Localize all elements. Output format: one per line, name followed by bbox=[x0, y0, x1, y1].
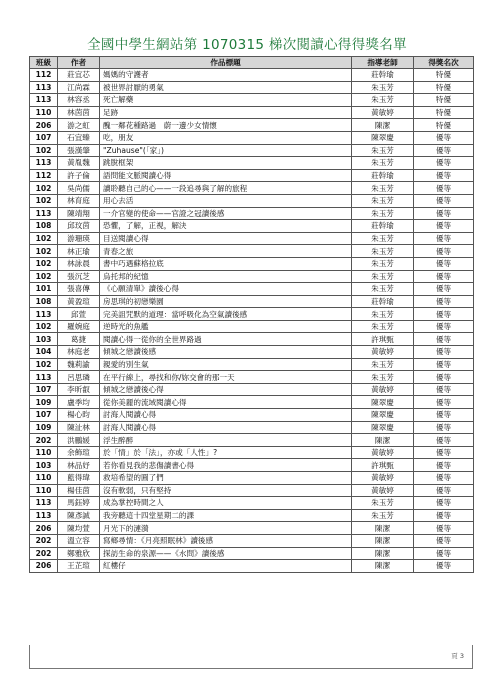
table-row bbox=[30, 509, 474, 522]
table-body bbox=[30, 69, 474, 573]
row-work-title: 從你美麗的流域閱讀心得 bbox=[100, 396, 352, 409]
row-work-title: 跳脫框架 bbox=[100, 157, 352, 170]
row-award: 優等 bbox=[414, 346, 474, 359]
row-award: 優等 bbox=[414, 245, 474, 258]
row-award: 優等 bbox=[414, 560, 474, 573]
header-teacher: 指導老師 bbox=[352, 57, 414, 69]
row-class: 102 bbox=[30, 257, 58, 270]
row-award: 優等 bbox=[414, 220, 474, 233]
row-class: 102 bbox=[30, 320, 58, 333]
row-teacher: 朱玉芳 bbox=[352, 207, 414, 220]
row-teacher: 朱玉芳 bbox=[352, 245, 414, 258]
row-award: 特優 bbox=[414, 119, 474, 132]
row-class: 103 bbox=[30, 333, 58, 346]
table-row bbox=[30, 333, 474, 346]
row-class: 102 bbox=[30, 194, 58, 207]
row-author: 吳尚儒 bbox=[58, 182, 100, 195]
table-row bbox=[30, 421, 474, 434]
row-award: 優等 bbox=[414, 333, 474, 346]
row-award: 特優 bbox=[414, 94, 474, 107]
row-teacher: 朱玉芳 bbox=[352, 232, 414, 245]
row-teacher: 陳潔 bbox=[352, 534, 414, 547]
table-row bbox=[30, 320, 474, 333]
row-award: 優等 bbox=[414, 409, 474, 422]
row-award: 優等 bbox=[414, 295, 474, 308]
row-work-title: 足跡 bbox=[100, 106, 352, 119]
row-author: 張漢肇 bbox=[58, 144, 100, 157]
footer-border-right bbox=[472, 645, 473, 668]
table-row bbox=[30, 144, 474, 157]
row-author: 江尚霖 bbox=[58, 81, 100, 94]
row-teacher: 陳潔 bbox=[352, 434, 414, 447]
row-award: 優等 bbox=[414, 131, 474, 144]
row-work-title: 青春之旅 bbox=[100, 245, 352, 258]
row-author: 溫立容 bbox=[58, 534, 100, 547]
row-work-title: 親愛的別生氣 bbox=[100, 358, 352, 371]
row-author: 林品妤 bbox=[58, 459, 100, 472]
table-row bbox=[30, 396, 474, 409]
row-author: 馬鈺婷 bbox=[58, 497, 100, 510]
row-class: 107 bbox=[30, 383, 58, 396]
table-row bbox=[30, 182, 474, 195]
row-class: 108 bbox=[30, 220, 58, 233]
table-row bbox=[30, 245, 474, 258]
row-author: 石宜臻 bbox=[58, 131, 100, 144]
table-row bbox=[30, 459, 474, 472]
row-author: 陳均萱 bbox=[58, 522, 100, 535]
table-row bbox=[30, 308, 474, 321]
row-award: 優等 bbox=[414, 484, 474, 497]
header-class: 班級 bbox=[30, 57, 58, 69]
row-award: 優等 bbox=[414, 421, 474, 434]
row-class: 102 bbox=[30, 182, 58, 195]
row-teacher: 黃敏婷 bbox=[352, 446, 414, 459]
table-row bbox=[30, 497, 474, 510]
table-row bbox=[30, 232, 474, 245]
row-author: 張沉芝 bbox=[58, 270, 100, 283]
row-author: 陳靖翔 bbox=[58, 207, 100, 220]
row-teacher: 陳潔 bbox=[352, 560, 414, 573]
row-class: 107 bbox=[30, 409, 58, 422]
row-work-title: 死亡解藥 bbox=[100, 94, 352, 107]
row-class: 113 bbox=[30, 497, 58, 510]
row-award: 優等 bbox=[414, 257, 474, 270]
row-teacher: 黃敏婷 bbox=[352, 383, 414, 396]
row-author: 張喜傳 bbox=[58, 283, 100, 296]
row-work-title: 紅樓仔 bbox=[100, 560, 352, 573]
row-class: 102 bbox=[30, 358, 58, 371]
row-work-title: 探訪生命的泉源——《水問》讀後感 bbox=[100, 547, 352, 560]
footer-border-bottom bbox=[29, 668, 473, 669]
row-class: 108 bbox=[30, 295, 58, 308]
table-row bbox=[30, 157, 474, 170]
row-award: 優等 bbox=[414, 270, 474, 283]
row-teacher: 莊幹瑜 bbox=[352, 220, 414, 233]
table-row bbox=[30, 560, 474, 573]
row-author: 呂思璘 bbox=[58, 371, 100, 384]
table-row bbox=[30, 131, 474, 144]
row-class: 104 bbox=[30, 346, 58, 359]
row-class: 206 bbox=[30, 119, 58, 132]
row-award: 優等 bbox=[414, 157, 474, 170]
row-author: 邱萱 bbox=[58, 308, 100, 321]
row-award: 特優 bbox=[414, 81, 474, 94]
row-class: 102 bbox=[30, 245, 58, 258]
row-award: 優等 bbox=[414, 547, 474, 560]
row-author: 莊宜芯 bbox=[58, 69, 100, 82]
row-work-title: 目送閱讀心得 bbox=[100, 232, 352, 245]
row-class: 110 bbox=[30, 106, 58, 119]
row-work-title: 沒有軟弱，只有堅持 bbox=[100, 484, 352, 497]
table-row bbox=[30, 383, 474, 396]
row-author: 陳沚林 bbox=[58, 421, 100, 434]
row-class: 102 bbox=[30, 232, 58, 245]
row-award: 優等 bbox=[414, 320, 474, 333]
row-author: 游珊瑛 bbox=[58, 232, 100, 245]
row-class: 206 bbox=[30, 560, 58, 573]
row-class: 110 bbox=[30, 446, 58, 459]
row-teacher: 陳翠慶 bbox=[352, 131, 414, 144]
row-class: 109 bbox=[30, 396, 58, 409]
row-teacher: 莊幹瑜 bbox=[352, 295, 414, 308]
row-work-title: 被世界討厭的勇氣 bbox=[100, 81, 352, 94]
table-row bbox=[30, 257, 474, 270]
row-author: 陳彥誠 bbox=[58, 509, 100, 522]
row-class: 113 bbox=[30, 371, 58, 384]
row-work-title: 救培希望的圓了們 bbox=[100, 472, 352, 485]
row-teacher: 朱玉芳 bbox=[352, 144, 414, 157]
row-work-title: "Zuhause"(「家」) bbox=[100, 144, 352, 157]
table-row bbox=[30, 81, 474, 94]
row-class: 202 bbox=[30, 547, 58, 560]
row-work-title: 寫鄉尋情：《月亮照眠林》讀後感 bbox=[100, 534, 352, 547]
row-award: 優等 bbox=[414, 283, 474, 296]
row-class: 113 bbox=[30, 207, 58, 220]
row-class: 113 bbox=[30, 157, 58, 170]
row-author: 許子倫 bbox=[58, 169, 100, 182]
row-author: 林正瑜 bbox=[58, 245, 100, 258]
row-work-title: 語問能文脈閱讀心得 bbox=[100, 169, 352, 182]
row-class: 103 bbox=[30, 459, 58, 472]
table-row bbox=[30, 434, 474, 447]
row-author: 林詠晨 bbox=[58, 257, 100, 270]
row-work-title: 討海人閱讀心得 bbox=[100, 409, 352, 422]
row-author: 林茵茵 bbox=[58, 106, 100, 119]
row-teacher: 許琪甄 bbox=[352, 459, 414, 472]
row-teacher: 朱玉芳 bbox=[352, 320, 414, 333]
table-row bbox=[30, 547, 474, 560]
row-class: 101 bbox=[30, 283, 58, 296]
row-teacher: 朱玉芳 bbox=[352, 308, 414, 321]
row-class: 112 bbox=[30, 69, 58, 82]
row-class: 110 bbox=[30, 484, 58, 497]
table-row bbox=[30, 295, 474, 308]
row-class: 202 bbox=[30, 534, 58, 547]
row-teacher: 莊幹瑜 bbox=[352, 69, 414, 82]
row-work-title: 在平行線上，尋找和你/妳交會的那一天 bbox=[100, 371, 352, 384]
table-row bbox=[30, 270, 474, 283]
table-row bbox=[30, 371, 474, 384]
row-work-title: 討海人閱讀心得 bbox=[100, 421, 352, 434]
page-number: 頁 3 bbox=[451, 652, 464, 660]
row-teacher: 朱玉芳 bbox=[352, 283, 414, 296]
row-award: 優等 bbox=[414, 383, 474, 396]
row-class: 113 bbox=[30, 509, 58, 522]
row-work-title: 閱讀心得一從你的全世界路過 bbox=[100, 333, 352, 346]
row-teacher: 莊幹瑜 bbox=[352, 169, 414, 182]
row-teacher: 陳潔 bbox=[352, 522, 414, 535]
table-row bbox=[30, 194, 474, 207]
row-class: 112 bbox=[30, 169, 58, 182]
table-row bbox=[30, 472, 474, 485]
row-teacher: 朱玉芳 bbox=[352, 194, 414, 207]
table-row bbox=[30, 94, 474, 107]
table-row bbox=[30, 69, 474, 82]
row-award: 優等 bbox=[414, 446, 474, 459]
row-author: 魏莉諭 bbox=[58, 358, 100, 371]
row-award: 優等 bbox=[414, 434, 474, 447]
row-work-title: 完美詛咒默的道理：當呼吸化為空氣讀後感 bbox=[100, 308, 352, 321]
row-work-title: 成為掌控時間之人 bbox=[100, 497, 352, 510]
header-work-title: 作品標題 bbox=[100, 57, 352, 69]
table-header bbox=[30, 57, 474, 69]
row-teacher: 陳翠慶 bbox=[352, 409, 414, 422]
row-award: 優等 bbox=[414, 232, 474, 245]
row-work-title: 吃，朋友 bbox=[100, 131, 352, 144]
row-teacher: 陳翠慶 bbox=[352, 396, 414, 409]
row-teacher: 朱玉芳 bbox=[352, 497, 414, 510]
document-title: 全國中學生網站第 1070315 梯次閱讀心得得獎名單 bbox=[87, 37, 407, 53]
row-work-title: 讀聆聽自己的心——一段追尋與了解的旅程 bbox=[100, 182, 352, 195]
row-work-title: 逆時光的魚艦 bbox=[100, 320, 352, 333]
row-work-title: 傾城之戀讀後心得 bbox=[100, 383, 352, 396]
row-award: 優等 bbox=[414, 182, 474, 195]
table-row bbox=[30, 207, 474, 220]
table-row bbox=[30, 484, 474, 497]
row-author: 黃胤魏 bbox=[58, 157, 100, 170]
row-work-title: 若你看見我的悲傷讀書心得 bbox=[100, 459, 352, 472]
row-work-title: 我旁聽這十四堂星期二的課 bbox=[100, 509, 352, 522]
row-class: 107 bbox=[30, 131, 58, 144]
table-row bbox=[30, 106, 474, 119]
row-award: 優等 bbox=[414, 194, 474, 207]
row-teacher: 朱玉芳 bbox=[352, 358, 414, 371]
row-teacher: 許琪甄 bbox=[352, 333, 414, 346]
row-teacher: 陳潔 bbox=[352, 547, 414, 560]
row-teacher: 朱玉芳 bbox=[352, 509, 414, 522]
row-work-title: 烏托邦的紀憶 bbox=[100, 270, 352, 283]
row-award: 優等 bbox=[414, 459, 474, 472]
table-row bbox=[30, 346, 474, 359]
row-award: 優等 bbox=[414, 534, 474, 547]
row-author: 楊心昀 bbox=[58, 409, 100, 422]
row-author: 羅婉庭 bbox=[58, 320, 100, 333]
row-author: 林庭老 bbox=[58, 346, 100, 359]
row-award: 優等 bbox=[414, 472, 474, 485]
row-award: 特優 bbox=[414, 106, 474, 119]
row-work-title: 月光下的漣漪 bbox=[100, 522, 352, 535]
row-teacher: 朱玉芳 bbox=[352, 182, 414, 195]
row-work-title: 書中巧遇蘇格拉底 bbox=[100, 257, 352, 270]
row-work-title: 恐懼，了解，正視，解決 bbox=[100, 220, 352, 233]
row-work-title: 房思琪的初戀樂園 bbox=[100, 295, 352, 308]
row-author: 洪鵬媛 bbox=[58, 434, 100, 447]
row-work-title: 一介官變的使命——官證之冠讀後感 bbox=[100, 207, 352, 220]
row-author: 鄭雅欣 bbox=[58, 547, 100, 560]
row-author: 黃盈瑄 bbox=[58, 295, 100, 308]
row-award: 優等 bbox=[414, 371, 474, 384]
table-row bbox=[30, 119, 474, 132]
row-award: 優等 bbox=[414, 308, 474, 321]
row-author: 游之虹 bbox=[58, 119, 100, 132]
row-class: 109 bbox=[30, 421, 58, 434]
row-class: 113 bbox=[30, 81, 58, 94]
row-work-title: 媽媽的守護者 bbox=[100, 69, 352, 82]
header-author: 作者 bbox=[58, 57, 100, 69]
row-teacher: 朱玉芳 bbox=[352, 371, 414, 384]
row-award: 特優 bbox=[414, 69, 474, 82]
row-author: 盧季均 bbox=[58, 396, 100, 409]
row-teacher: 黃敏婷 bbox=[352, 106, 414, 119]
row-work-title: 《心願清單》讀後心得 bbox=[100, 283, 352, 296]
table-row bbox=[30, 169, 474, 182]
row-teacher: 朱玉芳 bbox=[352, 81, 414, 94]
row-class: 113 bbox=[30, 94, 58, 107]
row-teacher: 黃敏婷 bbox=[352, 346, 414, 359]
row-teacher: 朱玉芳 bbox=[352, 94, 414, 107]
row-author: 余飾瑄 bbox=[58, 446, 100, 459]
row-class: 102 bbox=[30, 144, 58, 157]
row-author: 邱玟茵 bbox=[58, 220, 100, 233]
row-class: 202 bbox=[30, 434, 58, 447]
table-row bbox=[30, 522, 474, 535]
row-author: 李昕叡 bbox=[58, 383, 100, 396]
table-row bbox=[30, 409, 474, 422]
row-teacher: 朱玉芳 bbox=[352, 257, 414, 270]
row-award: 優等 bbox=[414, 169, 474, 182]
row-work-title: 傾城之戀讀後感 bbox=[100, 346, 352, 359]
footer-border-left bbox=[29, 645, 30, 668]
row-award: 優等 bbox=[414, 207, 474, 220]
row-author: 王芷瑄 bbox=[58, 560, 100, 573]
row-author: 藍得瑋 bbox=[58, 472, 100, 485]
row-award: 優等 bbox=[414, 509, 474, 522]
row-work-title: 浮生醉醉 bbox=[100, 434, 352, 447]
row-class: 206 bbox=[30, 522, 58, 535]
row-teacher: 陳翠慶 bbox=[352, 421, 414, 434]
row-award: 優等 bbox=[414, 522, 474, 535]
row-author: 楊佳茵 bbox=[58, 484, 100, 497]
row-teacher: 朱玉芳 bbox=[352, 157, 414, 170]
row-author: 林容丞 bbox=[58, 94, 100, 107]
row-award: 優等 bbox=[414, 358, 474, 371]
award-table bbox=[29, 56, 474, 573]
header-award: 得獎名次 bbox=[414, 57, 474, 69]
row-class: 102 bbox=[30, 270, 58, 283]
table-row bbox=[30, 283, 474, 296]
table-row bbox=[30, 446, 474, 459]
row-teacher: 朱玉芳 bbox=[352, 270, 414, 283]
row-teacher: 黃敏婷 bbox=[352, 472, 414, 485]
row-work-title: 於「情」於「法」，亦或「人性」? bbox=[100, 446, 352, 459]
row-teacher: 陳潔 bbox=[352, 119, 414, 132]
table-row bbox=[30, 358, 474, 371]
row-award: 優等 bbox=[414, 144, 474, 157]
row-award: 優等 bbox=[414, 497, 474, 510]
row-teacher: 黃敏婷 bbox=[352, 484, 414, 497]
row-author: 林育庭 bbox=[58, 194, 100, 207]
row-class: 110 bbox=[30, 472, 58, 485]
row-author: 葛捷 bbox=[58, 333, 100, 346]
row-award: 優等 bbox=[414, 396, 474, 409]
table-row bbox=[30, 534, 474, 547]
row-work-title: 醜一鄰花種路過 蔚一邊少女情懷 bbox=[100, 119, 352, 132]
table-row bbox=[30, 220, 474, 233]
row-work-title: 用心去活 bbox=[100, 194, 352, 207]
row-class: 113 bbox=[30, 308, 58, 321]
